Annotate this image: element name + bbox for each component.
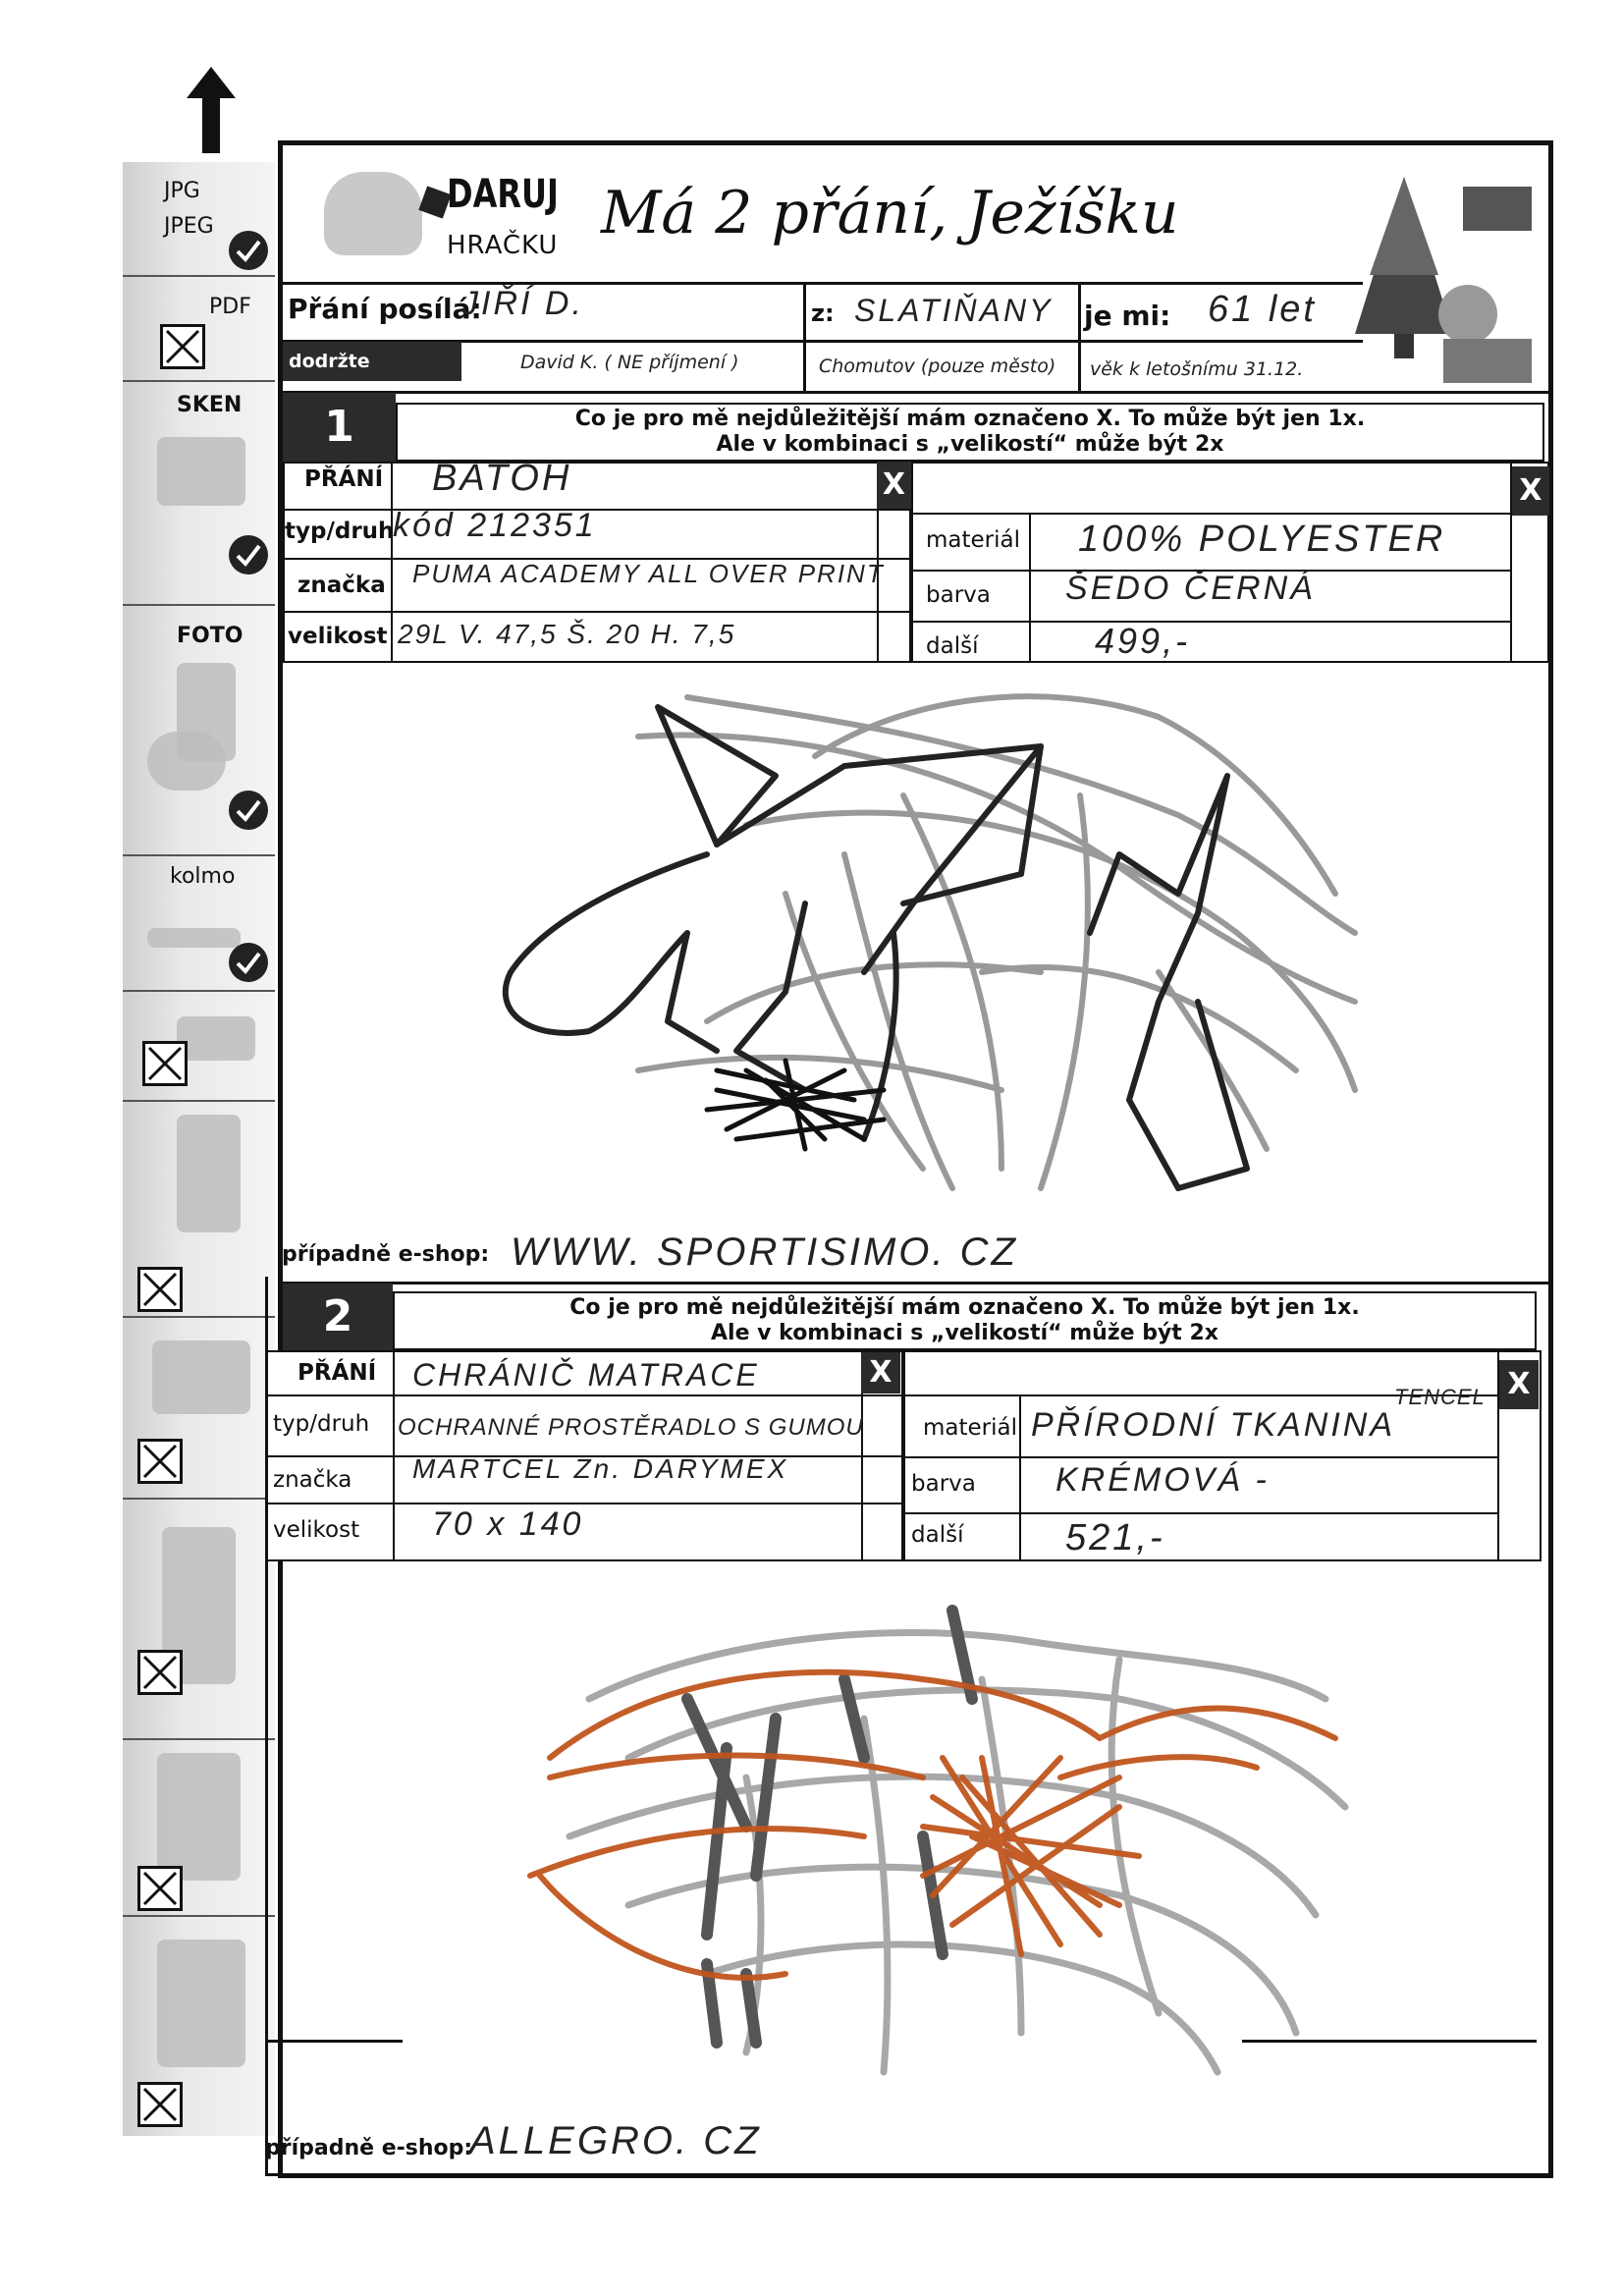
eshop-label: případně e-shop: bbox=[265, 2136, 473, 2160]
jpeg-label: JPEG bbox=[164, 214, 214, 239]
wish-details-right bbox=[911, 462, 1549, 663]
wish-note bbox=[396, 403, 1544, 462]
material-label: materiál bbox=[926, 527, 1020, 553]
priority-mark-right: X bbox=[1512, 466, 1549, 516]
example-name: David K. ( NE příjmení ) bbox=[520, 352, 739, 373]
cross-icon bbox=[142, 1041, 188, 1086]
priority-mark-left: X bbox=[877, 462, 911, 509]
note-line-1: Co je pro mě nejdůležitější mám označeno X. To může být jen 1x. bbox=[574, 407, 1366, 431]
type-value: kód 212351 bbox=[393, 507, 597, 544]
up-arrow-icon bbox=[187, 67, 236, 153]
color-value: KRÉMOVÁ - bbox=[1055, 1461, 1270, 1499]
wish-number: 1 bbox=[283, 393, 396, 462]
material-label: materiál bbox=[923, 1415, 1017, 1441]
material-extra: TENCEL bbox=[1394, 1385, 1486, 1409]
perpendicular-label: kolmo bbox=[170, 864, 236, 889]
perpendicular-icon bbox=[147, 928, 241, 948]
eshop-label: případně e-shop: bbox=[282, 1242, 490, 1267]
other-label: další bbox=[911, 1522, 964, 1548]
eshop-value: ALLEGRO. CZ bbox=[469, 2119, 762, 2162]
phone-photo-icon bbox=[177, 1115, 241, 1232]
child-drawing-scribble bbox=[511, 1581, 1394, 2092]
sender-value: JIŘÍ D. bbox=[461, 285, 584, 322]
priority-mark-left: X bbox=[861, 1352, 900, 1394]
scanner-icon bbox=[157, 437, 245, 506]
color-value: ŠEDO ČERNÁ bbox=[1065, 570, 1316, 607]
eshop-value: WWW. SPORTISIMO. CZ bbox=[511, 1230, 1018, 1274]
cross-icon bbox=[160, 324, 205, 369]
cross-icon bbox=[137, 1267, 183, 1312]
phone-tilted-icon bbox=[157, 1940, 245, 2067]
angled-photo-icon bbox=[177, 1016, 255, 1061]
color-label: barva bbox=[911, 1471, 976, 1497]
type-value: OCHRANNÉ PROSTĚRADLO S GUMOU bbox=[398, 1414, 864, 1441]
type-label: typ/druh bbox=[273, 1411, 370, 1437]
size-label: velikost bbox=[288, 624, 388, 649]
logo bbox=[324, 162, 609, 270]
check-icon bbox=[229, 231, 268, 270]
form-title: Má 2 přání, Ježíšku bbox=[601, 179, 1179, 247]
age-label: je mi: bbox=[1084, 300, 1171, 332]
jpg-label: JPG bbox=[164, 179, 200, 203]
wish-value: BATOH bbox=[432, 458, 572, 499]
examples-label: dodržte bbox=[283, 342, 461, 381]
size-label: velikost bbox=[273, 1517, 360, 1543]
logo-text-hracku: HRAČKU bbox=[447, 231, 559, 260]
child-drawing-scribble bbox=[491, 678, 1394, 1228]
type-label: typ/druh bbox=[285, 519, 395, 544]
phone-landscape-icon bbox=[152, 1340, 250, 1414]
santa-toys-illustration bbox=[324, 172, 422, 255]
note-line-2: Ale v kombinaci s „velikostí“ může být 2x bbox=[716, 432, 1224, 457]
logo-text-daruj: DARUJ bbox=[447, 172, 559, 217]
christmas-tree-illustration bbox=[1345, 167, 1542, 393]
photo-label: FOTO bbox=[177, 624, 243, 648]
material-value: PŘÍRODNÍ TKANINA bbox=[1031, 1406, 1396, 1444]
note-line-2: Ale v kombinaci s „velikostí“ může být 2x bbox=[711, 1321, 1218, 1345]
color-label: barva bbox=[926, 582, 991, 608]
other-value: 499,- bbox=[1095, 621, 1191, 661]
priority-mark-right: X bbox=[1499, 1360, 1539, 1409]
wish-label: PŘÁNÍ bbox=[298, 1360, 377, 1386]
sender-label: Přání posílá: bbox=[288, 293, 482, 325]
from-value: SLATIŇANY bbox=[854, 293, 1054, 328]
cross-icon bbox=[137, 1439, 183, 1484]
pdf-label: PDF bbox=[209, 295, 251, 319]
format-instructions-strip bbox=[123, 162, 275, 2136]
cross-icon bbox=[137, 1650, 183, 1695]
example-city: Chomutov (pouze město) bbox=[819, 355, 1056, 377]
check-icon bbox=[229, 943, 268, 982]
wish-note bbox=[393, 1291, 1537, 1350]
wish-value: CHRÁNIČ MATRACE bbox=[412, 1357, 760, 1393]
wish-label: PŘÁNÍ bbox=[304, 466, 384, 492]
scan-label: SKEN bbox=[177, 393, 243, 417]
cross-icon bbox=[137, 1866, 183, 1911]
from-label: z: bbox=[811, 300, 835, 327]
size-value: 29L V. 47,5 Š. 20 H. 7,5 bbox=[398, 619, 736, 649]
other-value: 521,- bbox=[1065, 1517, 1165, 1558]
wish-number: 2 bbox=[283, 1284, 393, 1350]
phone-tilted-icon bbox=[157, 1753, 241, 1881]
check-icon bbox=[229, 535, 268, 574]
material-value: 100% POLYESTER bbox=[1078, 519, 1446, 560]
cross-icon bbox=[137, 2082, 183, 2127]
brand-value: PUMA ACADEMY ALL OVER PRINT bbox=[412, 559, 885, 588]
note-line-1: Co je pro mě nejdůležitější mám označeno X. To může být jen 1x. bbox=[569, 1295, 1360, 1320]
age-value: 61 let bbox=[1208, 289, 1317, 330]
hand-icon bbox=[147, 732, 226, 791]
brand-label: značka bbox=[273, 1467, 352, 1493]
example-age: věk k letošnímu 31.12. bbox=[1090, 358, 1304, 380]
brand-label: značka bbox=[298, 573, 386, 598]
other-label: další bbox=[926, 633, 979, 659]
brand-value: MARTCEL Zn. DARYMEX bbox=[412, 1453, 789, 1484]
size-value: 70 x 140 bbox=[432, 1505, 584, 1543]
check-icon bbox=[229, 791, 268, 830]
